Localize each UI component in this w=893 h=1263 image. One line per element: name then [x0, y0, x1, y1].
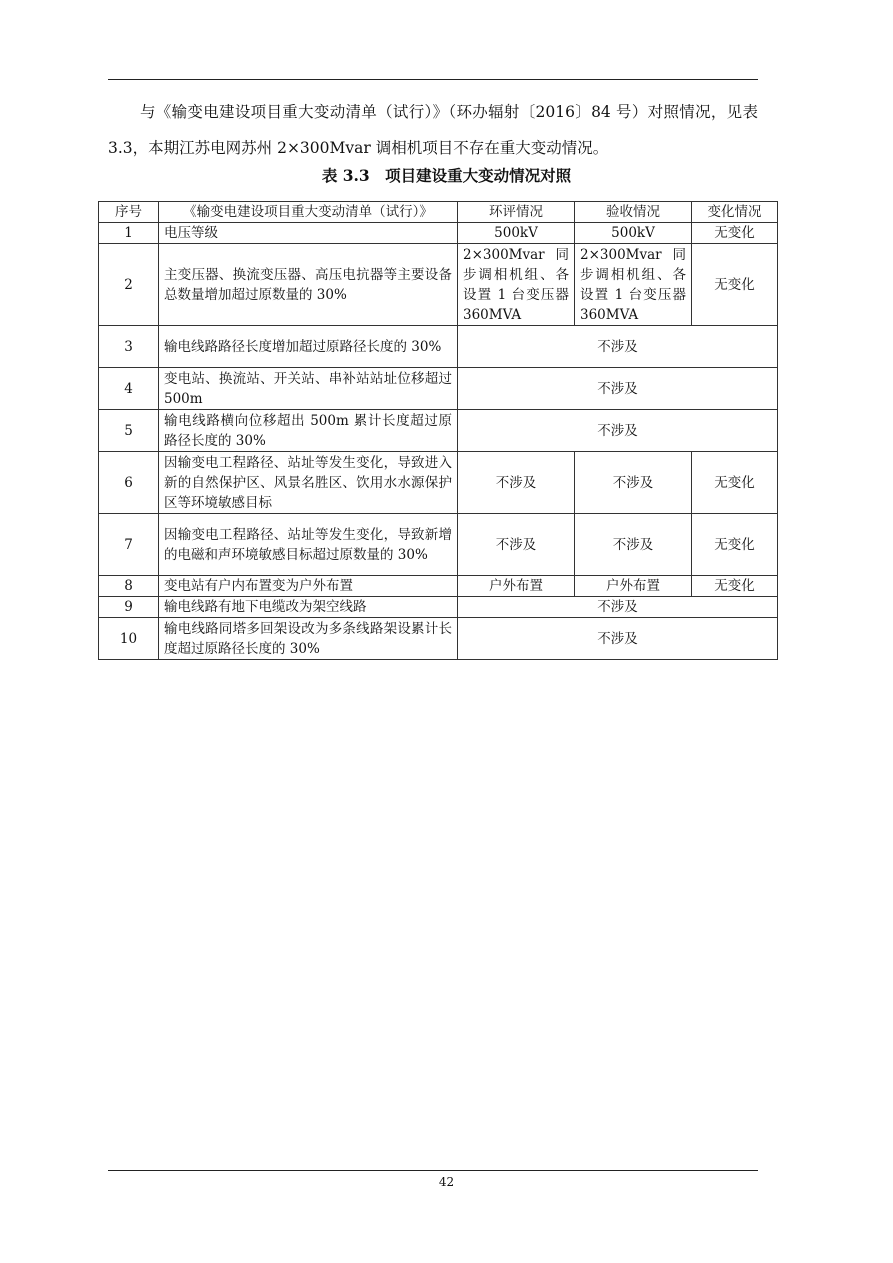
table-header-row — [99, 202, 778, 223]
table-row — [99, 410, 778, 452]
row-merged-status: 不涉及 — [458, 410, 778, 452]
table-row — [99, 514, 778, 576]
row-no: 1 — [99, 223, 159, 244]
row-acceptance: 2×300Mvar 同步调相机组、各设置 1 台变压器 360MVA — [575, 244, 692, 326]
row-item: 输电线路路径长度增加超过原路径长度的 30% — [159, 326, 458, 368]
row-item: 输电线路同塔多回架设改为多条线路架设累计长度超过原路径长度的 30% — [159, 618, 458, 660]
row-merged-status: 不涉及 — [458, 618, 778, 660]
row-no: 6 — [99, 452, 159, 514]
page-number: 42 — [438, 1175, 455, 1189]
row-acceptance: 不涉及 — [575, 514, 692, 576]
table-row — [99, 326, 778, 368]
table-row — [99, 618, 778, 660]
header-no: 序号 — [99, 202, 159, 223]
row-eia: 不涉及 — [458, 452, 575, 514]
row-merged-status: 不涉及 — [458, 326, 778, 368]
table-row — [99, 244, 778, 326]
row-item: 输电线路横向位移超出 500m 累计长度超过原路径长度的 30% — [159, 410, 458, 452]
row-no: 9 — [99, 597, 159, 618]
table-row — [99, 597, 778, 618]
row-no: 3 — [99, 326, 159, 368]
table-row — [99, 368, 778, 410]
row-item: 因输变电工程路径、站址等发生变化，导致进入新的自然保护区、风景名胜区、饮用水水源保护区等环境敏感目标 — [159, 452, 458, 514]
row-eia: 户外布置 — [458, 576, 575, 597]
row-no: 10 — [99, 618, 159, 660]
row-acceptance: 户外布置 — [575, 576, 692, 597]
row-no: 7 — [99, 514, 159, 576]
row-no: 4 — [99, 368, 159, 410]
table-row — [99, 452, 778, 514]
row-item: 主变压器、换流变压器、高压电抗器等主要设备总数量增加超过原数量的 30% — [159, 244, 458, 326]
row-change: 无变化 — [692, 452, 778, 514]
row-eia: 500kV — [458, 223, 575, 244]
change-comparison-table — [98, 201, 778, 660]
row-no: 8 — [99, 576, 159, 597]
header-item: 《输变电建设项目重大变动清单（试行）》 — [159, 202, 458, 223]
header-eia: 环评情况 — [458, 202, 575, 223]
row-eia: 不涉及 — [458, 514, 575, 576]
row-eia: 2×300Mvar 同步调相机组、各设置 1 台变压器 360MVA — [458, 244, 575, 326]
row-no: 2 — [99, 244, 159, 326]
intro-paragraph: 与《输变电建设项目重大变动清单（试行）》（环办辐射〔2016〕84 号）对照情况，见表 3.3，本期江苏电网苏州 2×300Mvar 调相机项目不存在重大变动情况。 — [108, 103, 758, 157]
footer-rule — [108, 1170, 758, 1171]
row-change: 无变化 — [692, 514, 778, 576]
row-merged-status: 不涉及 — [458, 597, 778, 618]
row-no: 5 — [99, 410, 159, 452]
row-change: 无变化 — [692, 223, 778, 244]
header-acceptance: 验收情况 — [575, 202, 692, 223]
row-item: 输电线路有地下电缆改为架空线路 — [159, 597, 458, 618]
table-caption: 表 3.3 项目建设重大变动情况对照 — [321, 166, 572, 185]
header-change: 变化情况 — [692, 202, 778, 223]
row-item: 变电站有户内布置变为户外布置 — [159, 576, 458, 597]
row-acceptance: 不涉及 — [575, 452, 692, 514]
row-change: 无变化 — [692, 244, 778, 326]
table-row — [99, 576, 778, 597]
row-item: 电压等级 — [159, 223, 458, 244]
row-change: 无变化 — [692, 576, 778, 597]
row-merged-status: 不涉及 — [458, 368, 778, 410]
row-item: 变电站、换流站、开关站、串补站站址位移超过 500m — [159, 368, 458, 410]
header-rule — [108, 79, 758, 80]
row-item: 因输变电工程路径、站址等发生变化，导致新增的电磁和声环境敏感目标超过原数量的 30% — [159, 514, 458, 576]
table-row — [99, 223, 778, 244]
row-acceptance: 500kV — [575, 223, 692, 244]
